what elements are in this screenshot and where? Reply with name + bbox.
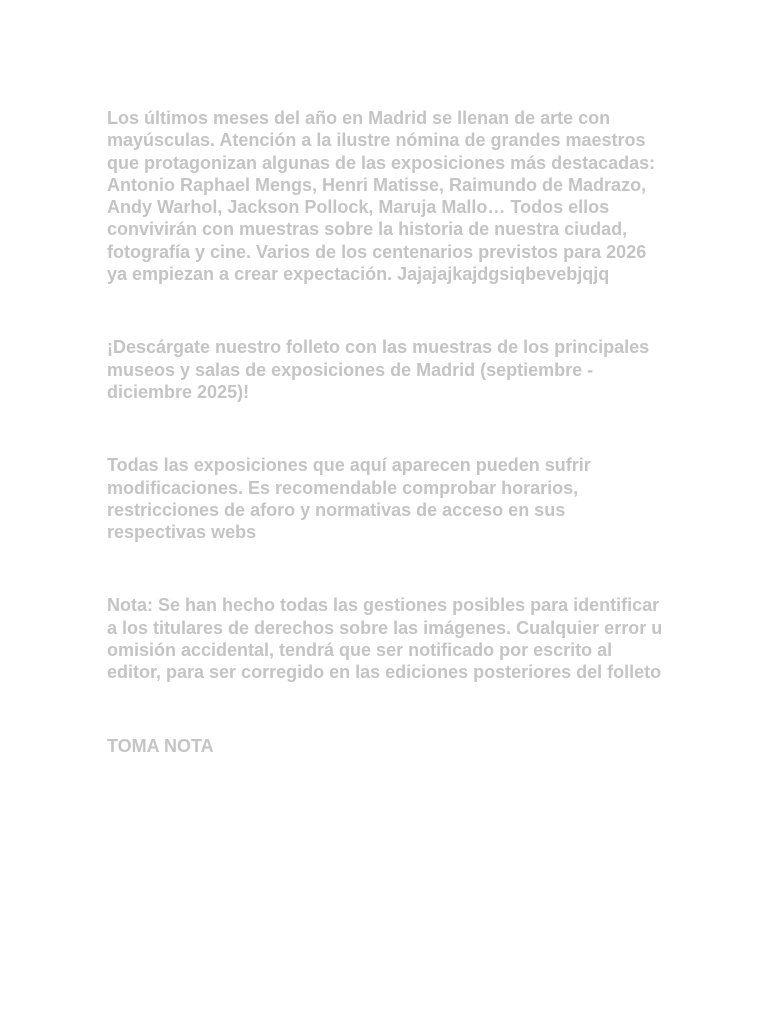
document-body xyxy=(107,107,667,757)
intro-paragraph: Los últimos meses del año en Madrid se llenan de arte con mayúsculas. Atención a la ilustre nómina de grandes maestros que protagonizan algunas de las exposiciones más destacadas: Antonio Raphael Mengs, Henri Matisse, Raimundo de Madrazo, Andy Warhol, Jackson Pollock, Maruja Mallo… Todos ellos convivirán con muestras sobre la historia de nuestra ciudad, fotografía y cine. Varios de los centenarios previstos para 2026 ya empiezan a crear expectación. Jajajajkajdgsiqbevebjqjq xyxy=(107,108,656,285)
modifications-notice-paragraph: Todas las exposiciones que aquí aparecen pueden sufrir modificaciones. Es recomendable comprobar horarios, restricciones de aforo y normativas de acceso en sus respectivas webs xyxy=(107,455,591,543)
toma-nota-heading: TOMA NOTA xyxy=(107,735,214,756)
image-rights-note-paragraph: Nota: Se han hecho todas las gestiones posibles para identificar a los titulares de derechos sobre las imágenes. Cualquier error u omisión accidental, tendrá que ser notificado por escrito al editor, para ser corregido en las ediciones posteriores del folleto xyxy=(107,595,663,683)
download-brochure-paragraph: ¡Descárgate nuestro folleto con las muestras de los principales museos y salas de exposiciones de Madrid (septiembre - diciembre 2025)! xyxy=(107,337,650,402)
